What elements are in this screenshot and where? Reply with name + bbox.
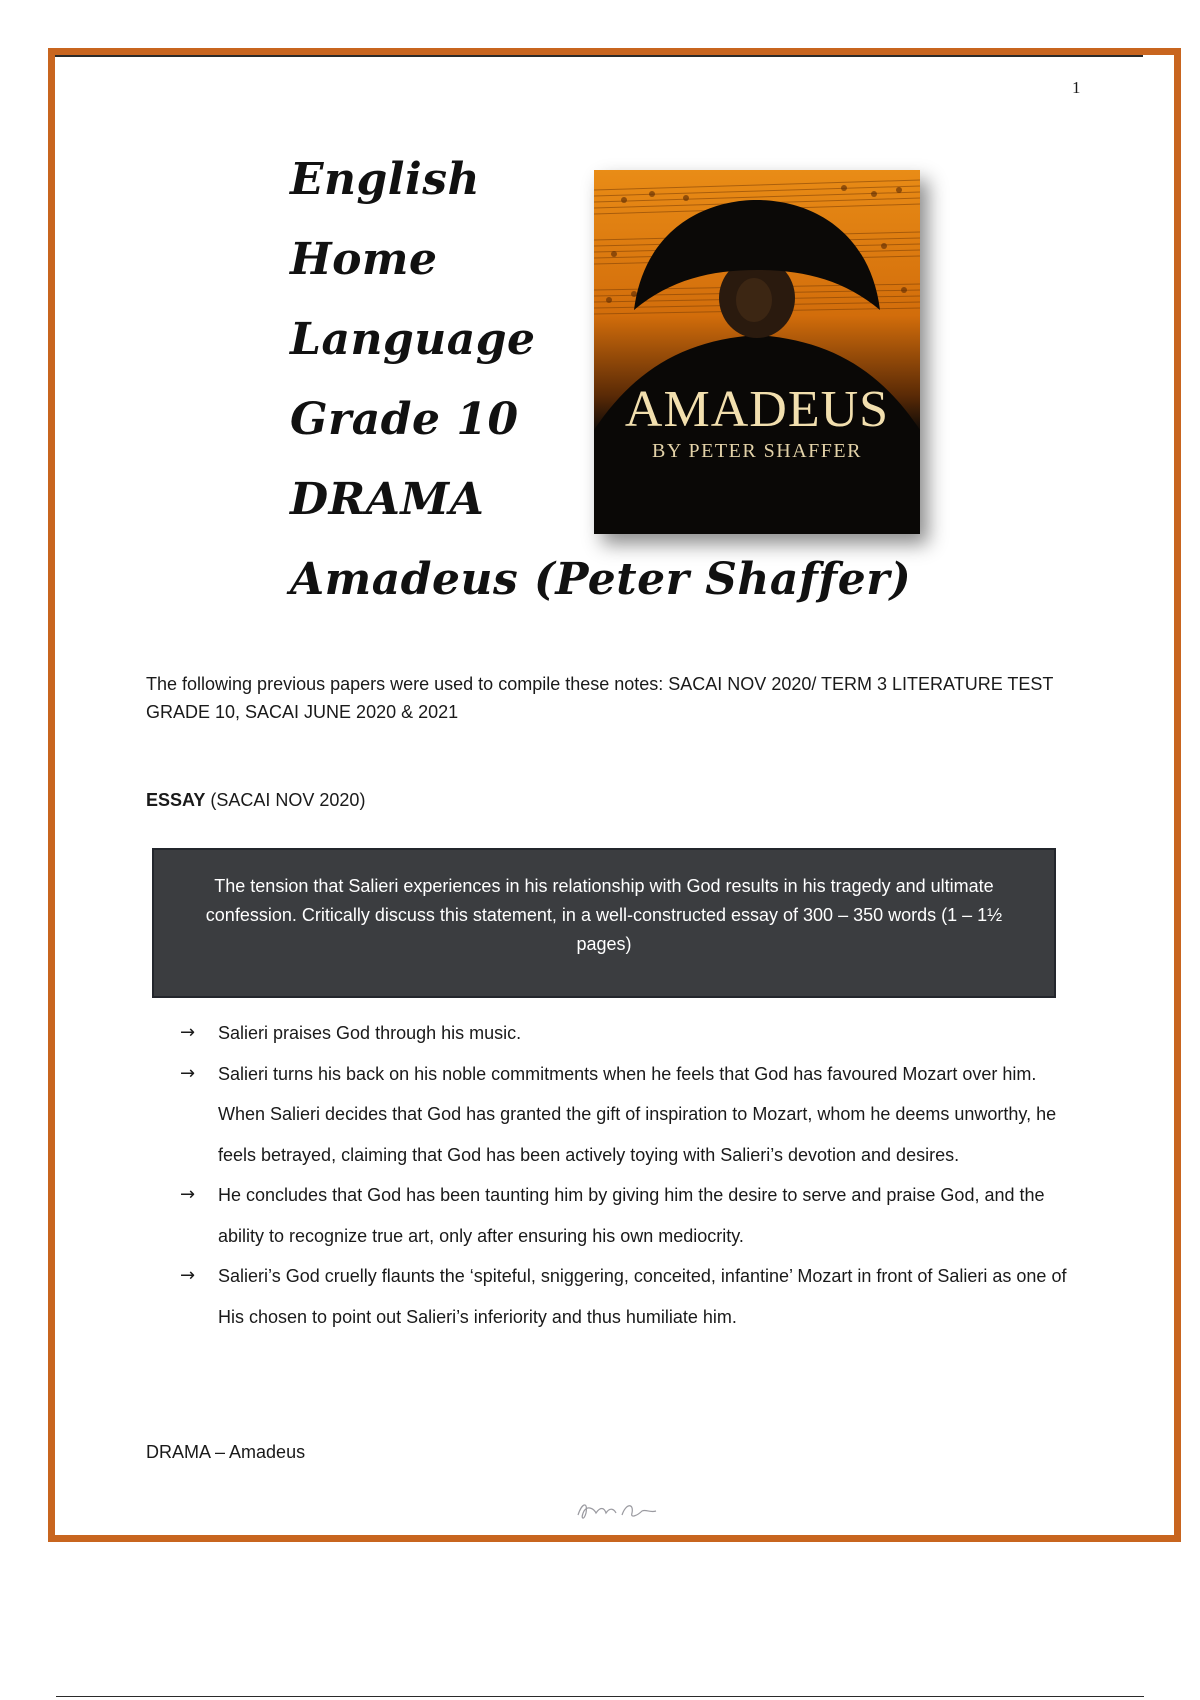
essay-points-list [180,1013,1080,1337]
list-item-text: Salieri praises God through his music. [218,1023,522,1043]
title-line-genre: DRAMA [290,474,485,525]
list-item [180,1013,1080,1054]
page-number: 1 [1072,78,1081,97]
top-rule [55,55,1143,57]
list-item [180,1175,1080,1256]
book-cover-image [594,170,920,534]
title-line-work: Amadeus (Peter Shaffer) [290,554,912,605]
essay-question-text: The tension that Salieri experiences in his relationship with God results in his tragedy and ultimate confession. Critically discuss this statement, in a well-constructed essay of 300 – 350 words (1 – 1½ pages) [205,876,1003,954]
arrow-right-icon: → [180,1265,196,1286]
list-item [180,1054,1080,1176]
essay-source: (SACAI NOV 2020) [205,790,366,810]
arrow-right-icon: → [180,1062,196,1084]
sources-note: The following previous papers were used to compile these notes: SACAI NOV 2020/ TERM 3 LITERATURE TEST GRADE 10, SACAI JUNE 2020 & 2021 [146,674,1054,722]
list-item-text: Salieri’s God cruelly flaunts the ‘spiteful, sniggering, conceited, infantine’ Mozart in front of Salieri as one of His chosen to point out Salieri’s inferiority and thus humiliate him. [218,1266,1067,1327]
cover-artwork [594,170,920,534]
list-item-text: He concludes that God has been taunting him by giving him the desire to serve and praise God, and the ability to recognize true art, only after ensuring his own mediocrity. [218,1185,1045,1246]
title-line-subject: English [290,154,480,205]
signature-image [572,1495,662,1525]
bottom-rule [56,1696,1144,1697]
essay-heading [146,790,365,811]
list-item [180,1256,1080,1337]
arrow-right-icon: → [180,1184,196,1205]
cover-author: BY PETER SHAFFER [652,440,862,462]
list-item-text: Salieri turns his back on his noble commitments when he feels that God has favoured Mozart over him. When Salieri decides that God has granted the gift of inspiration to Mozart, whom he deems unworthy, he feels betrayed, claiming that God has been actively toying with Salieri’s devotion and desires. [218,1063,1057,1165]
essay-label: ESSAY [146,790,206,810]
footer-label: DRAMA – Amadeus [146,1442,306,1462]
cover-title: AMADEUS [624,381,890,438]
essay-question-box [152,848,1056,998]
arrow-right-icon: → [180,1022,196,1043]
title-line-language: Language [290,314,536,365]
title-line-home: Home [290,234,438,285]
title-line-grade: Grade 10 [290,394,519,445]
